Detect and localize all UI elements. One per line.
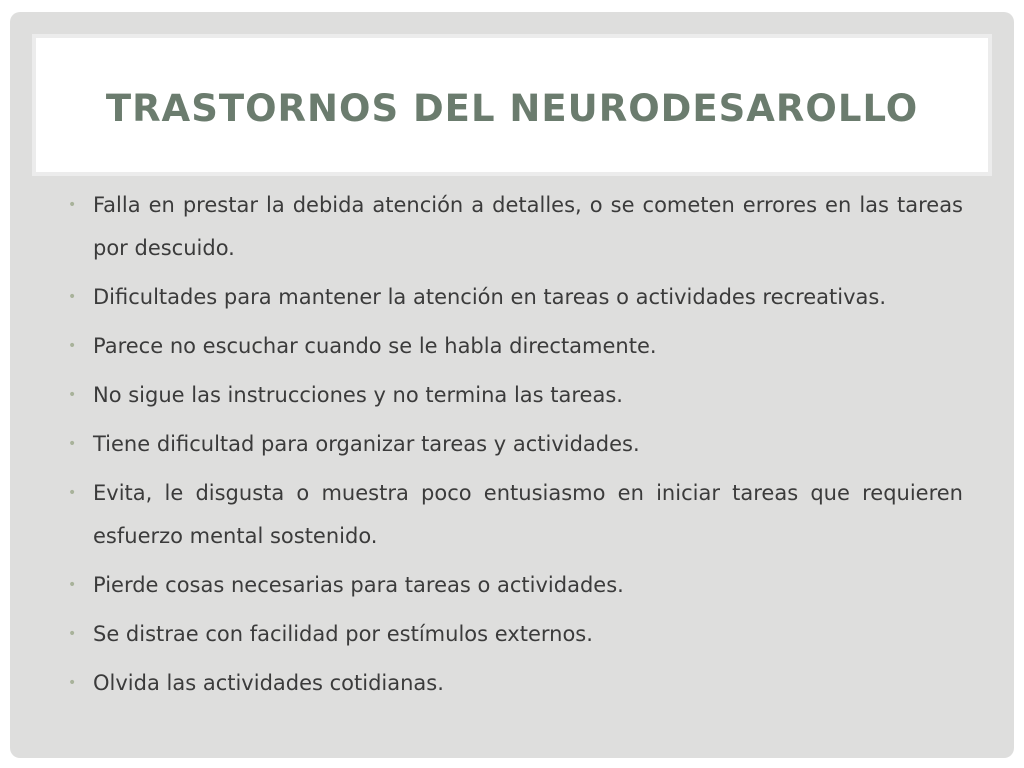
bullet-item	[68, 564, 963, 607]
bullet-text: Falla en prestar la debida atención a detalles, o se cometen errores en las tareas por descuido.	[93, 193, 963, 260]
bullet-item	[68, 184, 963, 270]
title-box	[32, 34, 992, 176]
bullet-text: Parece no escuchar cuando se le habla directamente.	[93, 334, 657, 358]
slide	[10, 12, 1014, 758]
bullet-list	[68, 184, 963, 711]
bullet-text: Pierde cosas necesarias para tareas o actividades.	[93, 573, 624, 597]
bullet-text: Olvida las actividades cotidianas.	[93, 671, 444, 695]
bullet-text: Dificultades para mantener la atención en tareas o actividades recreativas.	[93, 285, 887, 309]
bullet-item	[68, 423, 963, 466]
bullet-icon: •	[68, 485, 77, 501]
bullet-item	[68, 374, 963, 417]
bullet-item	[68, 613, 963, 656]
bullet-icon: •	[68, 197, 77, 213]
bullet-icon: •	[68, 626, 77, 642]
bullet-icon: •	[68, 289, 77, 305]
bullet-item	[68, 472, 963, 558]
bullet-text: Evita, le disgusta o muestra poco entusiasmo en iniciar tareas que requieren esfuerzo mental sostenido.	[93, 481, 963, 548]
bullet-icon: •	[68, 577, 77, 593]
bullet-text: Se distrae con facilidad por estímulos externos.	[93, 622, 593, 646]
bullet-icon: •	[68, 387, 77, 403]
bullet-icon: •	[68, 338, 77, 354]
bullet-icon: •	[68, 436, 77, 452]
bullet-item	[68, 325, 963, 368]
bullet-item	[68, 276, 963, 319]
bullet-icon: •	[68, 675, 77, 691]
bullet-item	[68, 662, 963, 705]
bullet-text: No sigue las instrucciones y no termina las tareas.	[93, 383, 623, 407]
bullet-text: Tiene dificultad para organizar tareas y actividades.	[93, 432, 640, 456]
slide-title: TRASTORNOS DEL NEURODESAROLLO	[105, 86, 919, 130]
